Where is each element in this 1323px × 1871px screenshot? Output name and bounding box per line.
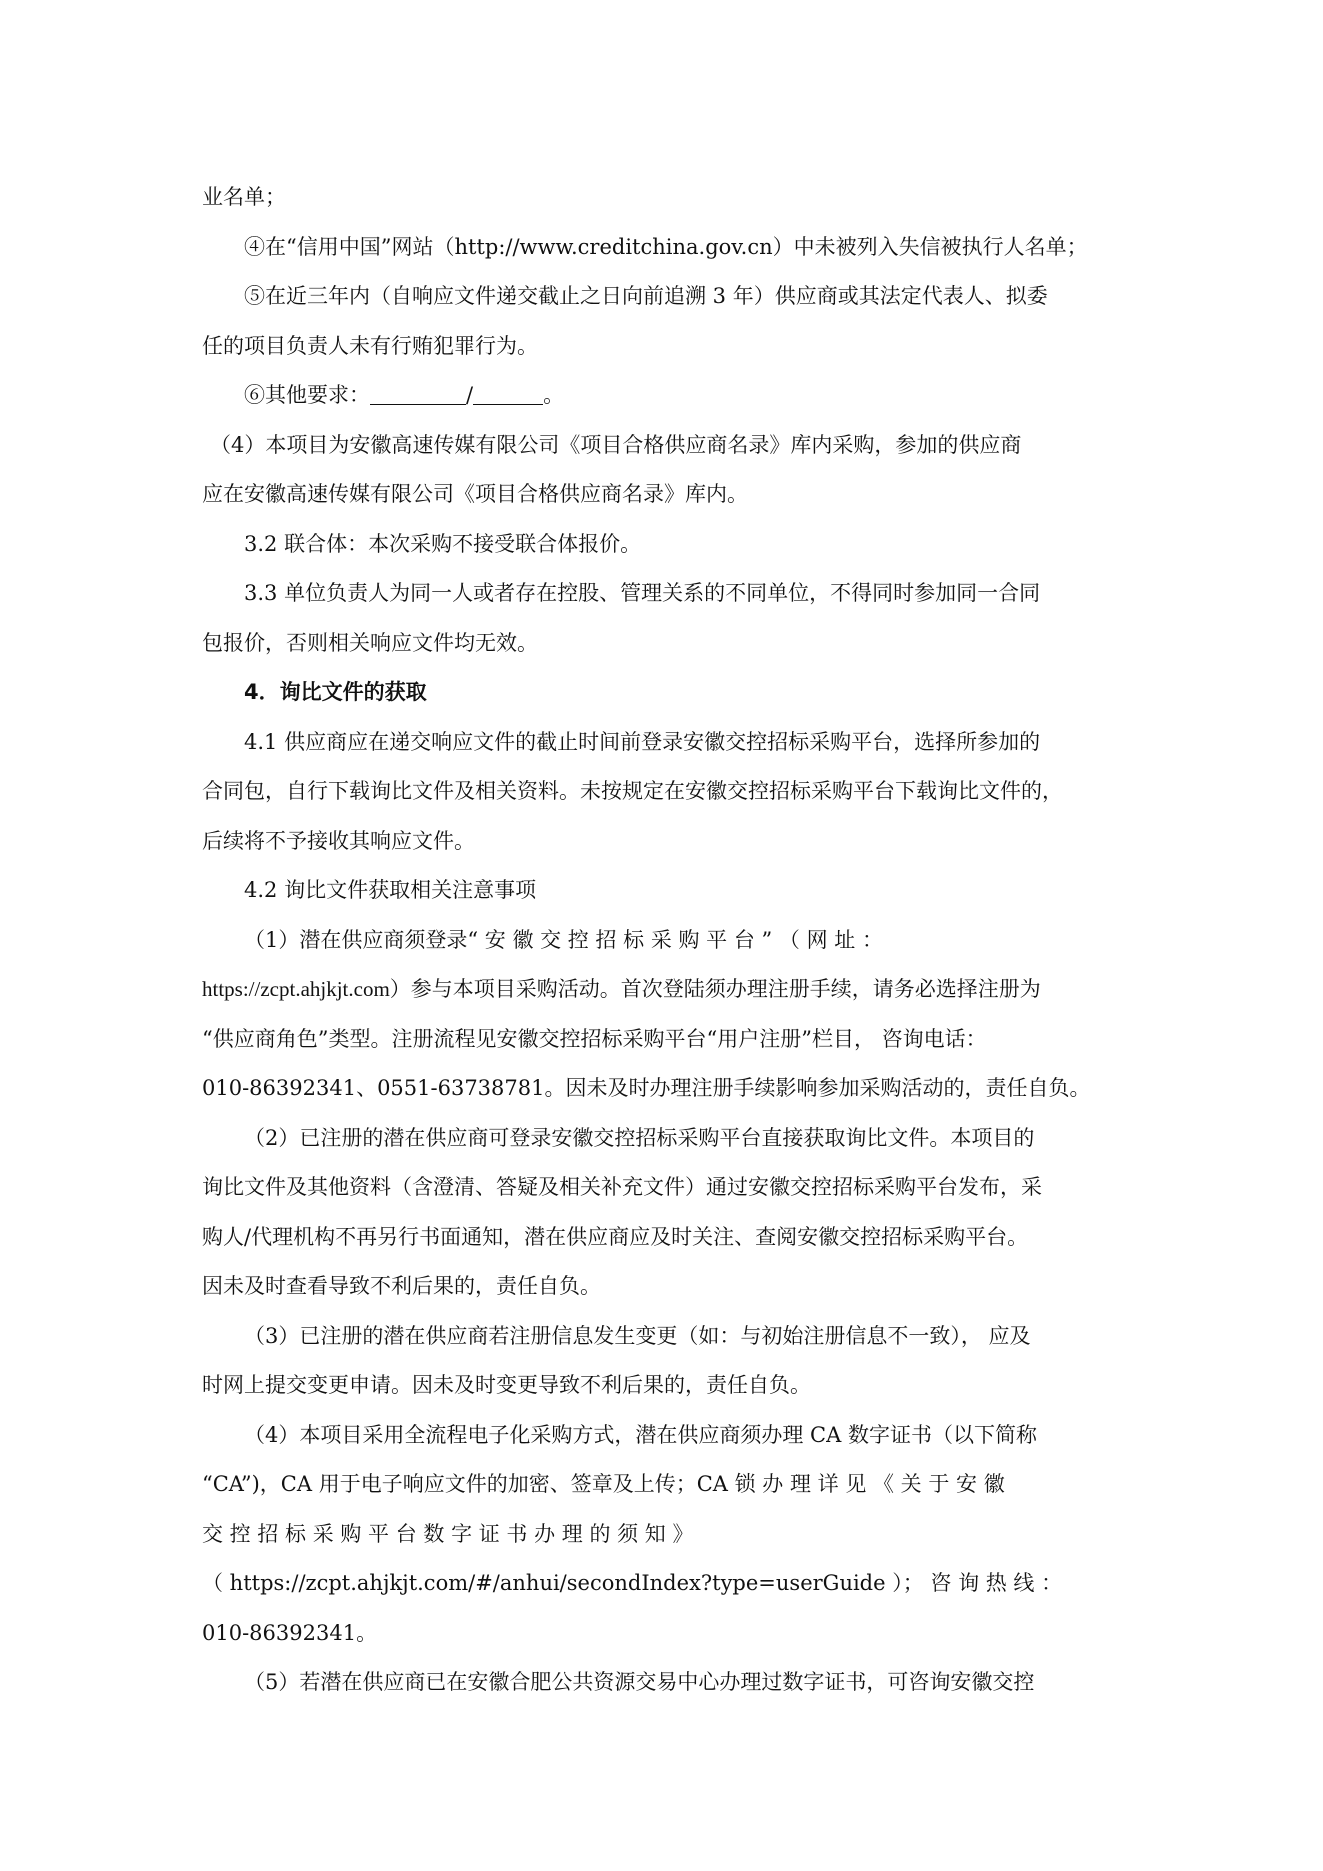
text-line: 业名单； — [202, 185, 286, 209]
text-line: 4.1 供应商应在递交响应文件的截止时间前登录安徽交控招标采购平台，选择所参加的 — [244, 729, 1041, 754]
text-line: 购人/代理机构不再另行书面通知，潜在供应商应及时关注、查阅安徽交控招标采购平台。 — [202, 1224, 1029, 1249]
text-line: 包报价，否则相关响应文件均无效。 — [202, 630, 538, 655]
blank-separator: / — [466, 383, 474, 407]
text-line: （1）潜在供应商须登录“ 安 徽 交 控 招 标 采 购 平 台 ” （ 网 址 ： — [244, 927, 883, 952]
other-requirements-line — [202, 371, 1132, 421]
text-line: 交 控 招 标 采 购 平 台 数 字 证 书 办 理 的 须 知 》 — [202, 1521, 694, 1546]
text-line: 因未及时查看导致不利后果的，责任自负。 — [202, 1274, 601, 1298]
text-line: 后续将不予接收其响应文件。 — [202, 828, 475, 853]
text-line: （5）若潜在供应商已在安徽合肥公共资源交易中心办理过数字证书，可咨询安徽交控 — [244, 1670, 1035, 1694]
document-body — [202, 173, 1132, 1708]
other-requirements-label: ⑥其他要求： — [244, 383, 370, 407]
text-line: https://zcpt.ahjkjt.com）参与本项目采购活动。首次登陆须办理注册手续，请务必选择注册为 — [202, 977, 1041, 1001]
text-line: （ https://zcpt.ahjkjt.com/#/anhui/secondIndex?type=userGuide ）； 咨 询 热 线 ： — [202, 1571, 1063, 1595]
text-line: 合同包，自行下载询比文件及相关资料。未按规定在安徽交控招标采购平台下载询比文件的， — [202, 779, 1063, 803]
text-line: （4）本项目采用全流程电子化采购方式，潜在供应商须办理 CA 数字证书（以下简称 — [244, 1422, 1037, 1447]
text-line: 3.2 联合体：本次采购不接受联合体报价。 — [244, 531, 642, 556]
text-line: 询比文件及其他资料（含澄清、答疑及相关补充文件）通过安徽交控招标采购平台发布，采 — [202, 1175, 1042, 1199]
text-line: （3）已注册的潜在供应商若注册信息发生变更（如：与初始注册信息不一致）， 应及 — [244, 1323, 1031, 1348]
text-line: 010-86392341、0551-63738781。因未及时办理注册手续影响参加采购活动的，责任自负。 — [202, 1076, 1091, 1100]
text-line: （4）本项目为安徽高速传媒有限公司《项目合格供应商名录》库内采购，参加的供应商 — [210, 432, 1022, 457]
text-line: “CA”)，CA 用于电子响应文件的加密、签章及上传；CA 锁 办 理 详 见 《 关 于 安 徽 — [202, 1472, 1005, 1496]
fill-blank — [370, 382, 466, 405]
text-line: 任的项目负责人未有行贿犯罪行为。 — [202, 333, 538, 358]
text-line: 3.3 单位负责人为同一人或者存在控股、管理关系的不同单位，不得同时参加同一合同 — [244, 581, 1041, 605]
text-line: 时网上提交变更申请。因未及时变更导致不利后果的，责任自负。 — [202, 1373, 811, 1397]
text-line: 4.2 询比文件获取相关注意事项 — [244, 878, 537, 902]
text-line: ④在“信用中国”网站（http://www.creditchina.gov.cn）中未被列入失信被执行人名单； — [244, 234, 1088, 259]
text-line: （2）已注册的潜在供应商可登录安徽交控招标采购平台直接获取询比文件。本项目的 — [244, 1125, 1035, 1150]
text-line: 应在安徽高速传媒有限公司《项目合格供应商名录》库内。 — [202, 482, 748, 506]
fill-blank — [473, 382, 543, 405]
text-line: “供应商角色”类型。注册流程见安徽交控招标采购平台“用户注册”栏目， 咨询电话： — [202, 1026, 987, 1051]
section-heading: 4．询比文件的获取 — [244, 680, 427, 704]
text-line: 010-86392341。 — [202, 1620, 378, 1645]
text-line: ⑤在近三年内（自响应文件递交截止之日向前追溯 3 年）供应商或其法定代表人、拟委 — [244, 284, 1048, 308]
line-end-punct: 。 — [543, 383, 565, 407]
